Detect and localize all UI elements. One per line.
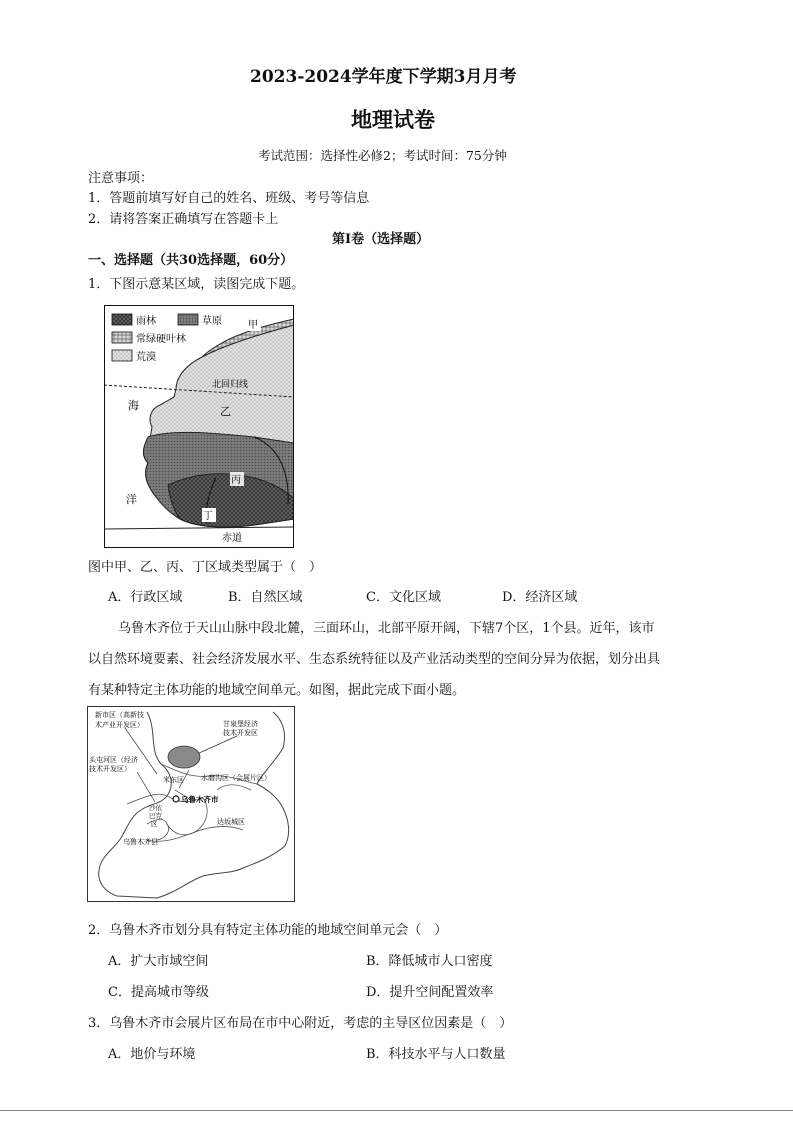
question-1-prompt: 1．下图示意某区域，读图完成下题。 [88, 277, 305, 292]
label-toutunhe-1: 头屯河区（经济 [89, 756, 138, 764]
label-xinshi-2: 术产业开发区） [95, 721, 144, 729]
part-title: 一、选择题（共30选择题，60分） [88, 253, 294, 268]
label-shayibake-1: 沙依 [149, 804, 162, 812]
question-1-option-a: A．行政区域 [108, 590, 183, 605]
label-tropic: 北回归线 [212, 380, 249, 390]
notice-heading: 注意事项： [88, 171, 154, 186]
passage-line: 以自然环境要素、社会经济发展水平、生态系统特征以及产业活动类型的空间分异为依据，划分出具 [88, 652, 661, 667]
question-2-option-a: A．扩大市域空间 [108, 954, 209, 969]
ganquanpu-zone [168, 746, 200, 768]
city-marker [173, 796, 179, 802]
label-bing: 丙 [231, 475, 241, 486]
label-shayibake-2: 巴克 [149, 812, 162, 820]
exam-info: 考试范围：选择性必修2；考试时间：75分钟 [258, 148, 507, 163]
subject-title: 地理试卷 [351, 107, 435, 132]
legend-rainforest: 雨林 [136, 316, 156, 327]
question-1-option-b: B．自然区域 [228, 590, 303, 605]
label-city: 乌鲁木齐市 [181, 795, 219, 804]
passage-line: 有某种特定主体功能的地域空间单元。如图，据此完成下面小题。 [88, 683, 466, 698]
exam-title: 2023-2024学年度下学期3月月考 [250, 67, 517, 87]
question-3-stem: 3．乌鲁木齐市会展片区布局在市中心附近，考虑的主导区位因素是（ ） [88, 1016, 513, 1031]
volume-title: 第Ⅰ卷（选择题） [332, 232, 430, 247]
question-1-stem: 图中甲、乙、丙、丁区域类型属于（ ） [88, 560, 323, 575]
urumqi-map-figure [87, 706, 295, 902]
label-equator: 赤道 [222, 533, 242, 544]
page-bottom-rule [0, 1110, 793, 1111]
label-jia: 甲 [248, 320, 258, 331]
legend-savanna: 草原 [202, 316, 222, 327]
label-county: 乌鲁木齐县 [123, 838, 158, 846]
label-ganquanpu-1: 甘泉堡经济 [223, 720, 258, 728]
legend-desert: 荒漠 [136, 352, 156, 363]
notice-item: 1．答题前填写好自己的姓名、班级、考号等信息 [88, 191, 370, 206]
label-xinshi-1: 新市区（高新技 [95, 711, 144, 719]
question-3-option-b: B．科技水平与人口数量 [366, 1047, 506, 1062]
legend-sclerophyll: 常绿硬叶林 [136, 334, 186, 345]
question-2-stem: 2．乌鲁木齐市划分具有特定主体功能的地域空间单元会（ ） [88, 923, 448, 938]
question-2-option-c: C．提高城市等级 [108, 985, 209, 1000]
label-yi: 乙 [220, 405, 231, 418]
region-map-figure [104, 305, 294, 548]
label-shuimogou: 水磨沟区（会展片区） [201, 774, 271, 782]
label-toutunhe-2: 技术开发区） [89, 765, 131, 773]
passage-line: 乌鲁木齐位于天山山脉中段北麓，三面环山，北部平原开阔，下辖7个区，1个县。近年，该市 [118, 621, 655, 636]
label-ding: 丁 [203, 511, 213, 522]
label-ocean: 洋 [126, 493, 137, 506]
question-3-option-a: A．地价与环境 [108, 1047, 196, 1062]
question-2-option-d: D．提升空间配置效率 [366, 985, 494, 1000]
label-ganquanpu-2: 技术开发区 [223, 729, 258, 737]
label-dabancheng: 达坂城区 [217, 818, 245, 826]
label-sea: 海 [128, 399, 139, 412]
question-2-option-b: B．降低城市人口密度 [366, 954, 493, 969]
question-1-option-c: C．文化区域 [366, 590, 441, 605]
label-midong: 米东区 [163, 776, 184, 784]
question-1-option-d: D．经济区域 [502, 590, 578, 605]
notice-item: 2．请将答案正确填写在答题卡上 [88, 212, 279, 227]
label-shayibake-3: 区 [151, 820, 158, 828]
